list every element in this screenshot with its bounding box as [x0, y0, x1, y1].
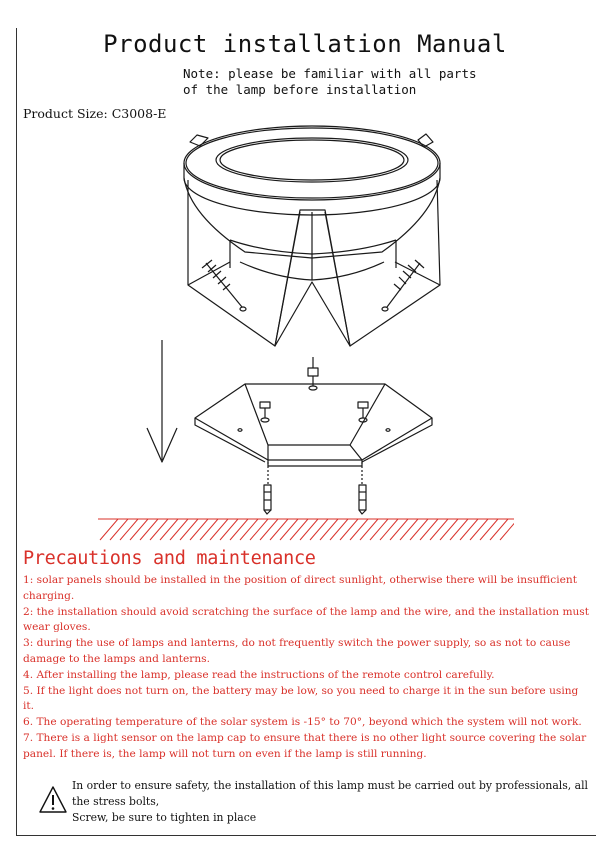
precaution-item: 5. If the light does not turn on, the battery may be low, so you need to charge it in the sun before using it. [23, 684, 579, 713]
note-line-2: of the lamp before installation [183, 82, 417, 97]
precaution-item: 2: the installation should avoid scratching the surface of the lamp and the wire, and the installation must wear gloves. [23, 605, 590, 634]
manual-title: Product installation Manual [103, 30, 507, 58]
ground-hatching [98, 519, 518, 540]
precaution-item: 6. The operating temperature of the solar system is -15° to 70°, beyond which the system will not work. [23, 716, 582, 729]
warning-line-1: In order to ensure safety, the installation of this lamp must be carried out by professionals, all the stress bolts, [72, 779, 588, 808]
expansion-anchor-left [264, 462, 271, 514]
mounting-screw-right [382, 260, 424, 311]
warning-line-2: Screw, be sure to tighten in place [72, 811, 257, 824]
precautions-title: Precautions and maintenance [23, 548, 316, 569]
page-border-bottom [16, 835, 596, 836]
safety-warning [72, 778, 594, 826]
plate-bolt-left [260, 402, 270, 422]
lamp-illustration [184, 126, 440, 346]
plate-bolt-right [358, 402, 368, 422]
install-direction-arrow [147, 340, 177, 462]
expansion-anchor-right [359, 462, 366, 514]
warning-triangle-icon [38, 785, 68, 815]
precautions-list [23, 573, 589, 763]
top-bolt-icon [308, 357, 318, 390]
product-size: Product Size: C3008-E [23, 106, 167, 121]
precaution-item: 3: during the use of lamps and lanterns, do not frequently switch the power supply, so as not to cause damage to the lamps and lanterns. [23, 637, 571, 665]
precaution-item: 4. After installing the lamp, please read the instructions of the remote control carefully. [23, 668, 495, 681]
mounting-plate [195, 384, 432, 466]
mounting-screw-left [202, 260, 246, 311]
note-line-1: Note: please be familiar with all parts [183, 66, 477, 81]
precaution-item: 1: solar panels should be installed in the position of direct sunlight, otherwise there will be insufficient charging. [23, 574, 577, 602]
precaution-item: 7. There is a light sensor on the lamp cap to ensure that there is no other light source covering the solar panel. If there is, the lamp will not turn on even if the lamp is still running. [23, 731, 587, 760]
